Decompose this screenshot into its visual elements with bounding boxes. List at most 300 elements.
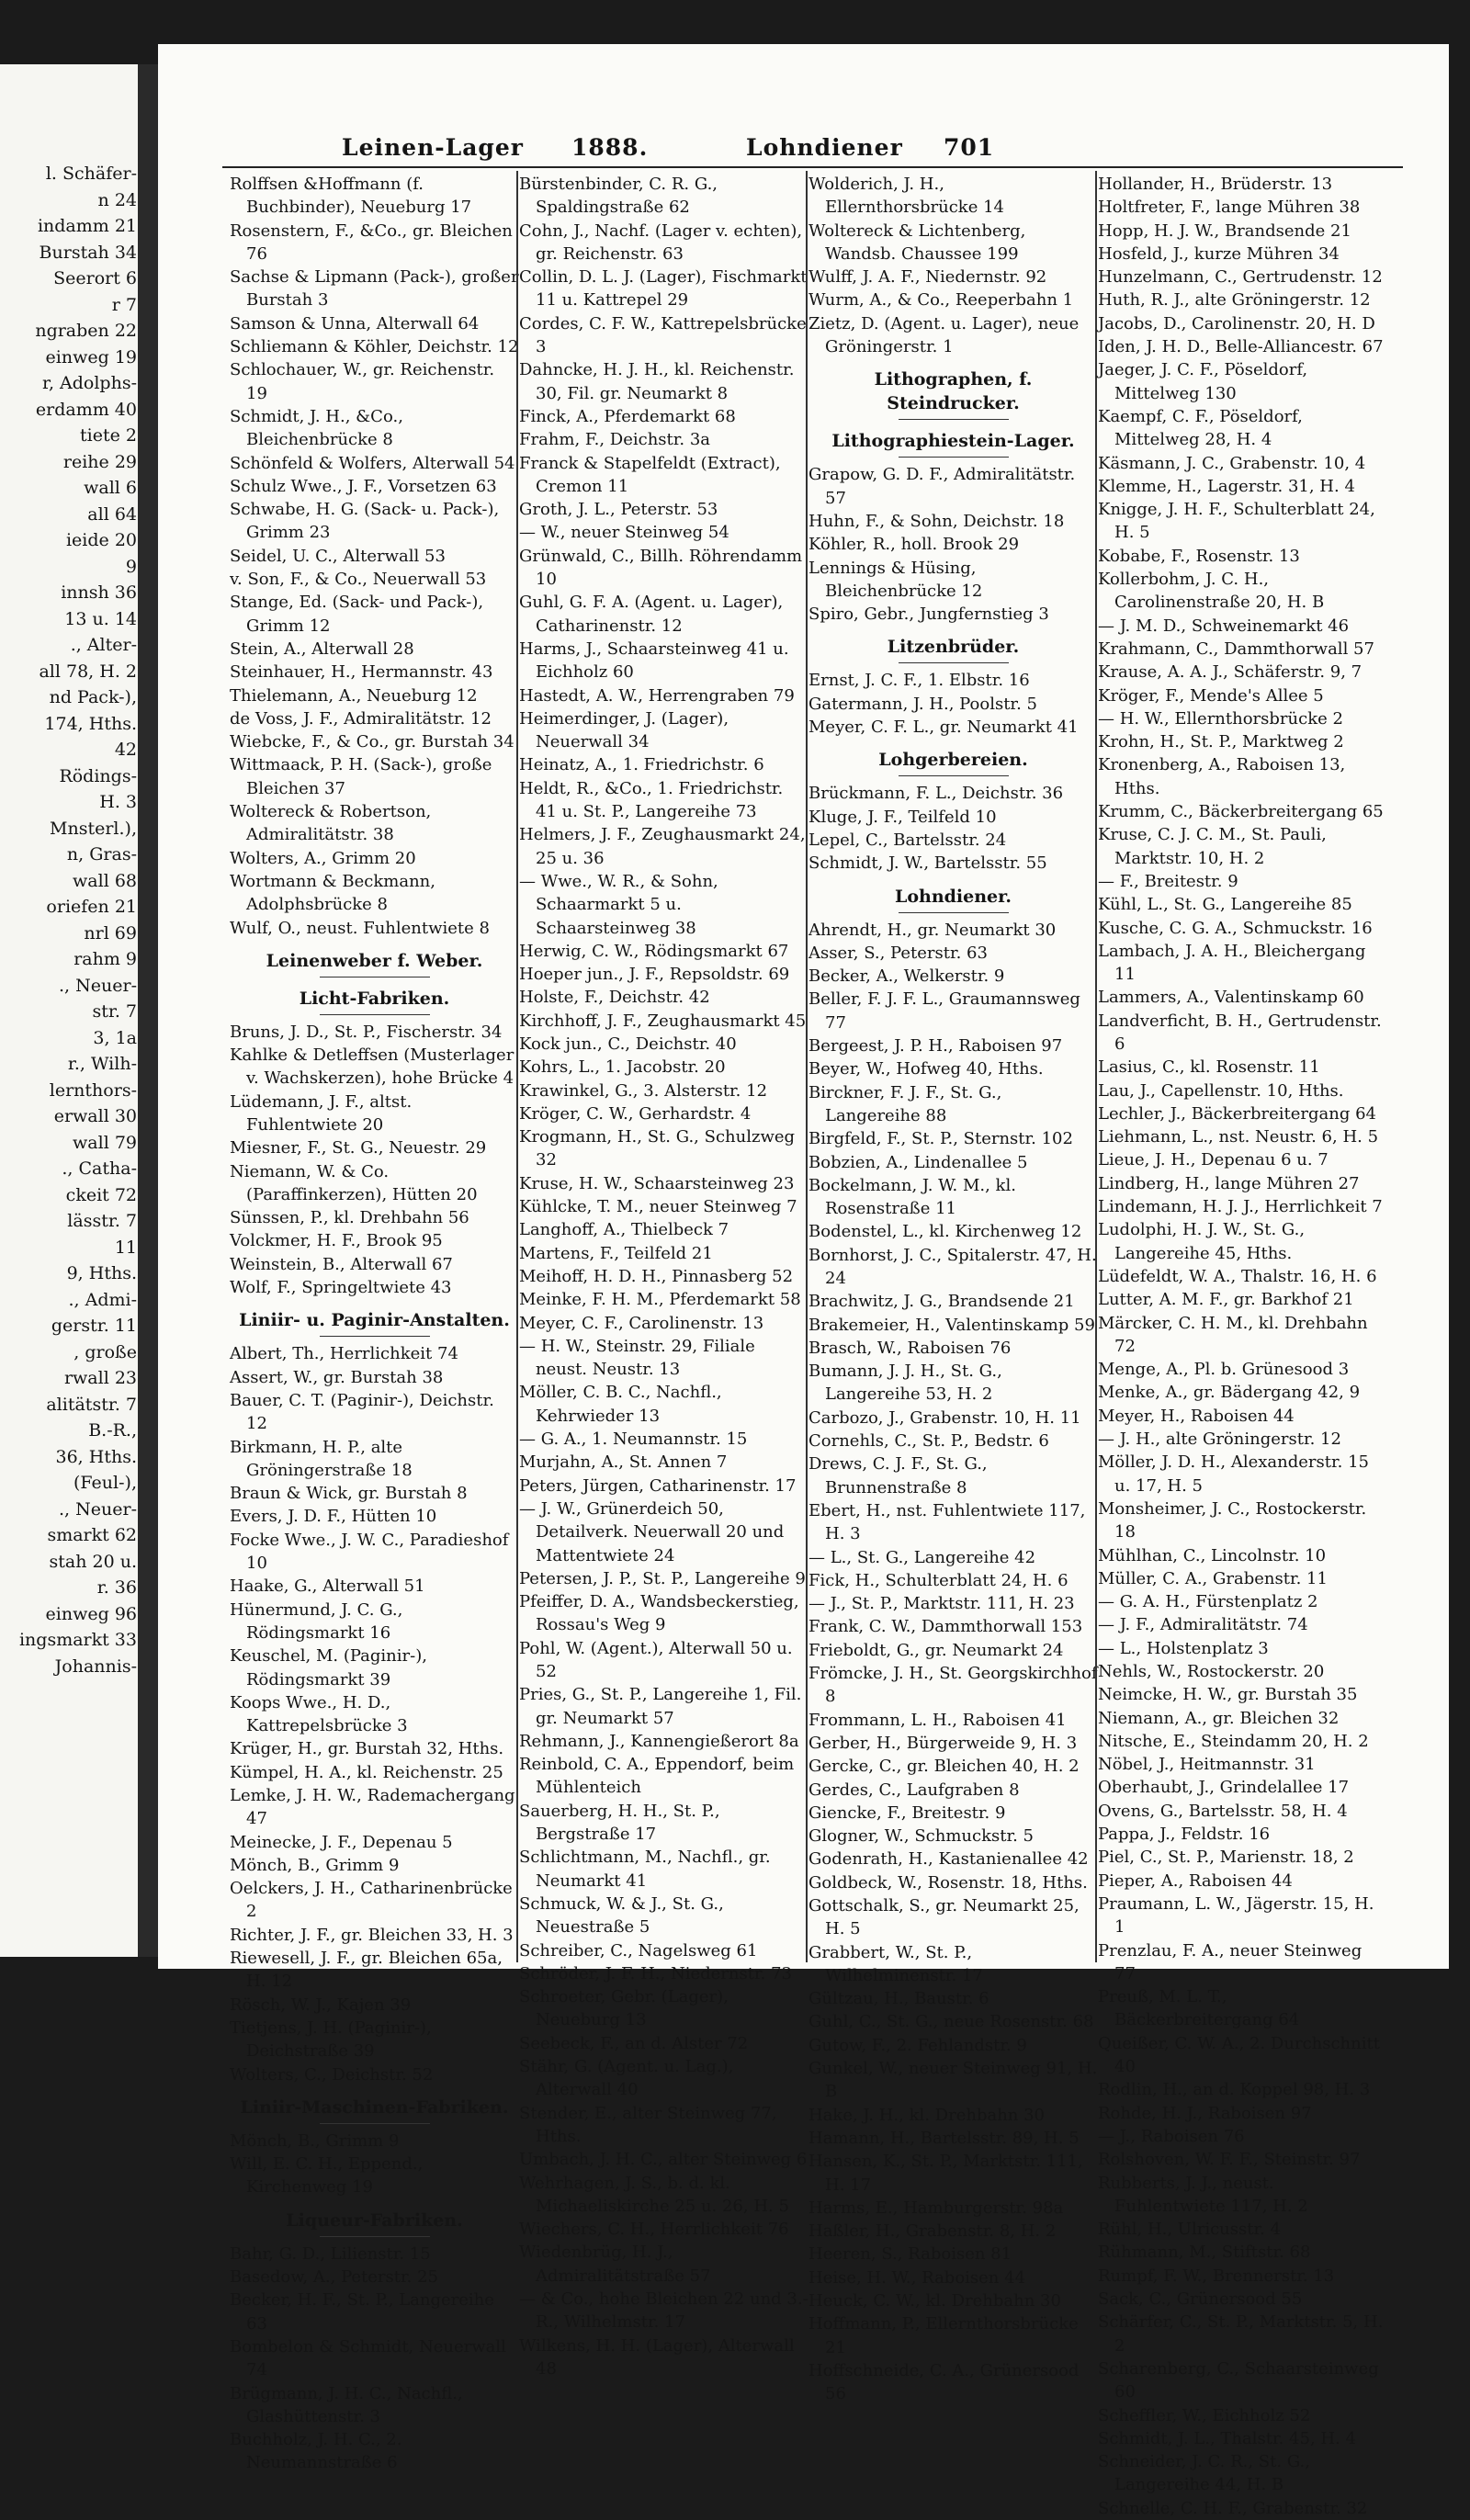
- facing-page-line: erdamm 40: [35, 399, 137, 420]
- directory-entry: Brügmann, J. H. C., Nachfl., Glashüttenstr. 3: [230, 2383, 463, 2426]
- directory-entry: Guhl, C., St. G., neue Rosenstr. 68: [808, 2012, 1094, 2032]
- directory-entry: Heuck, C. W., kl. Drehbahn 30: [808, 2291, 1061, 2311]
- directory-entry: Bodenstel, L., kl. Kirchenweg 12: [808, 1222, 1082, 1242]
- directory-entry: Meyer, C. F. L., gr. Neumarkt 41: [808, 718, 1079, 738]
- directory-entry: — G. A., 1. Neumannstr. 15: [519, 1430, 748, 1450]
- section-rule: [899, 775, 1009, 776]
- directory-entry: Grapow, G. D. F., Admiralitätstr. 57: [808, 465, 1076, 508]
- directory-entry: Schmuck, W. & J., St. G., Neuestraße 5: [519, 1893, 724, 1938]
- column-2: [519, 173, 808, 2380]
- directory-entry: Brachwitz, J. G., Brandsende 21: [808, 1292, 1075, 1312]
- directory-entry: Hoffschneide, C. A., Grünersood 56: [808, 2360, 1080, 2404]
- section-heading: Lithographen, f. Steindrucker.: [808, 367, 1098, 420]
- directory-entry: — L., St. G., Langereihe 42: [808, 1547, 1036, 1567]
- directory-entry: Bornhorst, J. C., Spitalerstr. 47, H. 24: [808, 1245, 1097, 1288]
- directory-entry: Collin, D. L. J. (Lager), Fischmarkt 11 u. Kattrepel 29: [519, 267, 808, 311]
- directory-entry: Riewesell, J. F., gr. Bleichen 65a, H. 12: [230, 1949, 503, 1992]
- directory-entry: Bumann, J. J. H., St. G., Langereihe 53, H. 2: [808, 1362, 1002, 1405]
- directory-entry: Lambach, J. A. H., Bleichergang 11: [1098, 941, 1366, 985]
- directory-entry: Basedow, A., Peterstr. 25: [230, 2267, 438, 2288]
- facing-page-line: wall 6: [84, 478, 137, 498]
- directory-entry: Becker, H. F., St. P., Langereihe 63: [230, 2290, 494, 2334]
- directory-entry: Schreiber, C., Nagelsweg 61: [519, 1940, 758, 1961]
- facing-page-line: lässtr. 7: [67, 1211, 137, 1231]
- directory-entry: Hoeper jun., J. F., Repsoldstr. 69: [519, 965, 790, 985]
- facing-page-line: ckeit 72: [65, 1184, 137, 1205]
- directory-entry: Cordes, C. F. W., Kattrepelsbrücke 3: [519, 313, 807, 357]
- directory-entry: Scharenberg, C., Schaarsteinweg 60: [1098, 2358, 1379, 2402]
- directory-entry: Evers, J. D. F., Hütten 10: [230, 1507, 437, 1527]
- book-gutter: [138, 64, 158, 1957]
- directory-entry: Kollerbohm, J. C. H., Carolinenstraße 20, H. B: [1098, 570, 1325, 613]
- directory-entry: Schmidt, J. L., Thalstr. 45, H. 4: [1098, 2428, 1356, 2448]
- facing-page-line: r 7: [111, 294, 137, 315]
- header-left-keyword: Leinen-Lager: [342, 134, 524, 161]
- directory-entry: Woltereck & Robertson, Admiralitätstr. 38: [230, 802, 432, 845]
- facing-page-line: rwall 23: [63, 1368, 137, 1388]
- directory-entry: Lepel, C., Bartelsstr. 24: [808, 830, 1007, 850]
- directory-entry: Meinecke, J. F., Depenau 5: [230, 1832, 453, 1852]
- directory-entry: Frahm, F., Deichstr. 3a: [519, 430, 711, 450]
- facing-page-line: Burstah 34: [39, 242, 137, 263]
- directory-entry: Becker, A., Welkerstr. 9: [808, 966, 1005, 987]
- directory-entry: Schönfeld & Wolfers, Alterwall 54: [230, 453, 515, 473]
- section-heading: Lithographiestein-Lager.: [808, 429, 1098, 458]
- directory-entry: Lüdefeldt, W. A., Thalstr. 16, H. 6: [1098, 1266, 1377, 1286]
- directory-entry: Lieue, J. H., Depenau 6 u. 7: [1098, 1150, 1329, 1170]
- directory-entry: Piel, C., St. P., Marienstr. 18, 2: [1098, 1848, 1354, 1868]
- directory-entry: Schroeter, Gebr. (Lager), Neueburg 13: [519, 1987, 729, 2030]
- directory-entry: Birkmann, H. P., alte Gröningerstraße 18: [230, 1437, 413, 1480]
- directory-entry: Haßler, H., Grabenstr. 8, H. 2: [808, 2221, 1057, 2242]
- directory-entry: Hunzelmann, C., Gertrudenstr. 12: [1098, 267, 1383, 288]
- directory-entry: Frank, C. W., Dammthorwall 153: [808, 1617, 1083, 1637]
- facing-page-line: innsh 36: [61, 582, 137, 603]
- directory-entry: Heeren, S., Raboisen 81: [808, 2244, 1012, 2265]
- directory-entry: Rumpf, F. W., Brennerstr. 13: [1098, 2266, 1335, 2286]
- directory-entry: Niemann, W. & Co. (Paraffinkerzen), Hütten 20: [230, 1161, 478, 1204]
- directory-entry: — H. W., Ellernthorsbrücke 2: [1098, 708, 1343, 729]
- directory-entry: Heise, H. W., Raboisen 44: [808, 2267, 1026, 2288]
- facing-page-line: ieide 20: [65, 530, 137, 550]
- directory-entry: Gerdes, C., Laufgraben 8: [808, 1780, 1020, 1800]
- directory-entry: Bruns, J. D., St. P., Fischerstr. 34: [230, 1022, 503, 1042]
- directory-entry: Holtfreter, F., lange Mühren 38: [1098, 198, 1361, 218]
- directory-entry: Kröger, C. W., Gerhardstr. 4: [519, 1103, 752, 1124]
- directory-entry: Stähr, G. (Agent. u. Lag.), Alterwall 40: [519, 2057, 734, 2100]
- directory-entry: Wilkens, H. H. (Lager), Alterwall 48: [519, 2335, 795, 2379]
- directory-entry: Groth, J. L., Peterstr. 53: [519, 500, 718, 520]
- directory-entry: Krogmann, H., St. G., Schulzweg 32: [519, 1127, 796, 1170]
- directory-entry: Brasch, W., Raboisen 76: [808, 1338, 1012, 1358]
- facing-page-line: wall 79: [73, 1132, 137, 1153]
- directory-entry: Rolshoven, W. F. F., Steinstr. 97: [1098, 2150, 1361, 2170]
- directory-entry: Hastedt, A. W., Herrengraben 79: [519, 685, 795, 706]
- directory-entry: Murjahn, A., St. Annen 7: [519, 1452, 728, 1473]
- facing-page-line: ., Alter-: [70, 635, 137, 655]
- directory-entry: Frommann, L. H., Raboisen 41: [808, 1710, 1067, 1730]
- column-3: [808, 173, 1098, 2406]
- directory-entry: Frömcke, J. H., St. Georgskirchhof 8: [808, 1664, 1098, 1707]
- directory-entry: Guhl, G. F. A. (Agent. u. Lager), Catharinenstr. 12: [519, 593, 784, 636]
- directory-entry: Oelckers, J. H., Catharinenbrücke 2: [230, 1879, 513, 1922]
- directory-entry: Peters, Jürgen, Catharinenstr. 17: [519, 1475, 797, 1496]
- directory-entry: Krüger, H., gr. Burstah 32, Hths.: [230, 1739, 504, 1759]
- directory-entry: Kühlcke, T. M., neuer Steinweg 7: [519, 1197, 797, 1217]
- directory-entry: Braun & Wick, gr. Burstah 8: [230, 1484, 468, 1504]
- directory-entry: Nehls, W., Rostockerstr. 20: [1098, 1662, 1325, 1681]
- directory-entry: Käsmann, J. C., Grabenstr. 10, 4: [1098, 453, 1366, 473]
- directory-entry: Grabbert, W., St. P., Wilhelminenstr. 17: [808, 1942, 983, 1985]
- directory-entry: Keuschel, M. (Paginir-), Rödingsmarkt 39: [230, 1646, 427, 1689]
- directory-entry: Bauer, C. T. (Paginir-), Deichstr. 12: [230, 1390, 494, 1434]
- directory-entry: Pappa, J., Feldstr. 16: [1098, 1825, 1271, 1845]
- directory-entry: Rehmann, J., Kannengießerort 8a: [519, 1731, 799, 1751]
- directory-entry: Birgfeld, F., St. P., Sternstr. 102: [808, 1129, 1073, 1149]
- facing-page-line: einweg 19: [45, 346, 137, 367]
- directory-entry: Rühl, H., Ulricusstr. 4: [1098, 2220, 1281, 2240]
- directory-entry: Queißer, C. W. A., 2. Durchschnitt 40: [1098, 2033, 1380, 2077]
- directory-entry: Rohde, H. J., Raboisen 97: [1098, 2103, 1312, 2123]
- facing-page-line: 11: [114, 1237, 137, 1258]
- directory-entry: Richter, J. F., gr. Bleichen 33, H. 3: [230, 1925, 514, 1945]
- directory-entry: Stein, A., Alterwall 28: [230, 638, 414, 659]
- directory-entry: Pries, G., St. P., Langereihe 1, Fil. gr. Neumarkt 57: [519, 1685, 802, 1728]
- directory-entry: Ahrendt, H., gr. Neumarkt 30: [808, 920, 1057, 940]
- directory-entry: Preuß, M. L. T., Bäckerbreitergang 64: [1098, 1987, 1300, 2030]
- directory-entry: Beyer, W., Hofweg 40, Hths.: [808, 1059, 1044, 1079]
- directory-entry: Schnelle, C. H. F., Grabenstr. 32: [1098, 2498, 1368, 2518]
- directory-entry: Sünssen, P., kl. Drehbahn 56: [230, 1208, 469, 1228]
- directory-entry: Seebeck, F., an d. Alster 72: [519, 2033, 749, 2053]
- directory-entry: Petersen, J. P., St. P., Langereihe 9: [519, 1568, 806, 1588]
- directory-entry: — J. M. D., Schweinemarkt 46: [1098, 616, 1350, 636]
- directory-entry: — L., Holstenplatz 3: [1098, 1638, 1269, 1658]
- directory-entry: Helmers, J. F., Zeughausmarkt 24, 25 u. 36: [519, 825, 806, 868]
- directory-entry: Köhler, R., holl. Brook 29: [808, 535, 1020, 555]
- directory-entry: Glogner, W., Schmuckstr. 5: [808, 1826, 1034, 1847]
- directory-entry: Ebert, H., nst. Fuhlentwiete 117, H. 3: [808, 1500, 1086, 1544]
- facing-page-line: r., Wilh-: [67, 1054, 137, 1074]
- facing-page-line: alitätstr. 7: [46, 1394, 137, 1415]
- facing-page-line: wall 68: [73, 870, 137, 891]
- facing-page-line: lernthors-: [49, 1079, 137, 1101]
- directory-entry: Meihoff, H. D. H., Pinnasberg 52: [519, 1266, 794, 1286]
- facing-page-line: Johannis-: [54, 1656, 137, 1677]
- directory-entry: Buchholz, J. H. C., 2. Neumannstraße 6: [230, 2430, 402, 2473]
- directory-entry: Birckner, F. J. F., St. G., Langereihe 88: [808, 1082, 1002, 1125]
- directory-entry: Pohl, W. (Agent.), Alterwall 50 u. 52: [519, 1638, 793, 1681]
- directory-entry: Huth, R. J., alte Gröningerstr. 12: [1098, 290, 1371, 311]
- facing-page-line: n 24: [97, 189, 137, 210]
- facing-page-line: 36, Hths.: [55, 1446, 137, 1467]
- directory-entry: Thielemann, A., Neueburg 12: [230, 685, 478, 706]
- directory-entry: Wolf, F., Springeltwiete 43: [230, 1278, 452, 1298]
- directory-entry: Stange, Ed. (Sack- und Pack-), Grimm 12: [230, 593, 484, 636]
- facing-page-column: [0, 161, 142, 1679]
- directory-entry: Müller, C. A., Grabenstr. 11: [1098, 1568, 1328, 1588]
- directory-entry: Nitsche, E., Steindamm 20, H. 2: [1098, 1731, 1369, 1751]
- directory-entry: Hamann, H., Bartelsstr. 89, H. 5: [808, 2128, 1080, 2148]
- facing-page-line: ngraben 22: [35, 321, 137, 341]
- directory-entry: Grünwald, C., Billh. Röhrendamm 10: [519, 546, 803, 590]
- directory-entry: Holste, F., Deichstr. 42: [519, 988, 710, 1008]
- header-right-keyword: Lohndiener: [746, 134, 903, 161]
- facing-page-line: stah 20 u.: [49, 1551, 137, 1572]
- directory-entry: Lemke, J. H. W., Rademachergang 47: [230, 1786, 515, 1829]
- directory-entry: Koops Wwe., H. D., Kattrepelsbrücke 3: [230, 1692, 408, 1736]
- directory-entry: Kahlke & Detleffsen (Musterlager v. Wachskerzen), hohe Brücke 4: [230, 1045, 514, 1089]
- directory-entry: Bergeest, J. P. H., Raboisen 97: [808, 1036, 1063, 1057]
- directory-entry: Rosenstern, F., &Co., gr. Bleichen 76: [230, 220, 513, 264]
- directory-entry: Krahmann, C., Dammthorwall 57: [1098, 638, 1374, 659]
- facing-page-line: ., Neuer-: [59, 1498, 137, 1520]
- directory-entry: Oberhaubt, J., Grindelallee 17: [1098, 1778, 1350, 1798]
- directory-entry: Umbach, J. H. C., alter Steinweg 6: [519, 2150, 808, 2170]
- directory-entry: — F., Breitestr. 9: [1098, 871, 1238, 891]
- directory-entry: Rubberts, J. J., neust. Fuhlentwiete 117, H. 2: [1098, 2173, 1308, 2216]
- directory-entry: Woltereck & Lichtenberg, Wandsb. Chaussee 199: [808, 220, 1026, 264]
- facing-page-line: ingsmarkt 33: [18, 1630, 137, 1650]
- directory-entry: Martens, F., Teilfeld 21: [519, 1243, 713, 1263]
- directory-entry: Hünermund, J. C. G., Rödingsmarkt 16: [230, 1599, 403, 1643]
- directory-entry: Zietz, D. (Agent. u. Lager), neue Gröningerstr. 1: [808, 313, 1080, 357]
- directory-entry: Lindberg, H., lange Mühren 27: [1098, 1173, 1360, 1193]
- directory-entry: Lechler, J., Bäckerbreitergang 64: [1098, 1103, 1376, 1124]
- directory-entry: Bürstenbinder, C. R. G., Spaldingstraße 62: [519, 175, 718, 218]
- directory-entry: Brakemeier, H., Valentinskamp 59: [808, 1315, 1095, 1335]
- facing-page-line: gerstr. 11: [51, 1316, 137, 1336]
- directory-entry: Sack, C., Grünersood 55: [1098, 2289, 1303, 2310]
- directory-entry: Krohn, H., St. P., Marktweg 2: [1098, 732, 1344, 752]
- section-heading: Litzenbrüder.: [808, 635, 1098, 663]
- directory-entry: Jacobs, D., Carolinenstr. 20, H. D: [1098, 313, 1375, 333]
- section-rule: [899, 457, 1009, 458]
- directory-entry: — G. A. H., Fürstenplatz 2: [1098, 1592, 1318, 1612]
- section-rule: [320, 1014, 430, 1015]
- facing-page-line: nrl 69: [84, 922, 137, 944]
- facing-page-line: einweg 96: [45, 1603, 137, 1624]
- directory-entry: Iden, J. H. D., Belle-Alliancestr. 67: [1098, 337, 1384, 357]
- facing-page-line: indamm 21: [37, 216, 137, 236]
- directory-entry: Heinatz, A., 1. Friedrichstr. 6: [519, 755, 764, 775]
- directory-entry: Spiro, Gebr., Jungfernstieg 3: [808, 605, 1049, 625]
- directory-entry: Wulff, J. A. F., Niedernstr. 92: [808, 267, 1047, 288]
- header-year: 1888.: [571, 134, 649, 161]
- directory-entry: Asser, S., Peterstr. 63: [808, 943, 988, 963]
- directory-entry: Menke, A., gr. Bädergang 42, 9: [1098, 1383, 1361, 1403]
- directory-entry: — J. F., Admiralitätstr. 74: [1098, 1615, 1308, 1635]
- directory-entry: Gutow, F., 2. Fehlandstr. 9: [808, 2035, 1027, 2055]
- directory-entry: Kühl, L., St. G., Langereihe 85: [1098, 895, 1352, 915]
- directory-entry: Huhn, F., & Sohn, Deichstr. 18: [808, 511, 1065, 531]
- facing-page-line: Rödings-: [59, 765, 137, 786]
- facing-page-line: nd Pack-),: [49, 687, 137, 707]
- directory-entry: Hoffmann, P., Ellernthorsbrücke 21: [808, 2314, 1079, 2357]
- facing-page-line: reihe 29: [62, 451, 137, 472]
- directory-entry: Nöbel, J., Heitmannstr. 31: [1098, 1755, 1316, 1775]
- directory-entry: Hosfeld, J., kurze Mühren 34: [1098, 243, 1340, 264]
- directory-entry: Wolters, C., Deichstr. 52: [230, 2064, 434, 2085]
- section-rule: [320, 2123, 430, 2124]
- directory-entry: Wiebcke, F., & Co., gr. Burstah 34: [230, 732, 514, 752]
- directory-entry: Dahncke, H. J. H., kl. Reichenstr. 30, Fil. gr. Neumarkt 8: [519, 360, 795, 403]
- facing-page-line: erwall 30: [53, 1106, 137, 1126]
- directory-entry: Kruse, H. W., Schaarsteinweg 23: [519, 1173, 795, 1193]
- running-header: [158, 134, 1449, 171]
- facing-page-line: l. Schäfer-: [45, 164, 137, 184]
- directory-entry: Brückmann, F. L., Deichstr. 36: [808, 784, 1064, 804]
- facing-page-line: str. 7: [92, 1001, 137, 1022]
- directory-entry: Stender, E., alter Steinweg 77, Hths.: [519, 2103, 777, 2146]
- header-rule: [222, 166, 1403, 168]
- directory-entry: Krause, A. A. J., Schäferstr. 9, 7: [1098, 662, 1363, 683]
- directory-entry: Krawinkel, G., 3. Alsterstr. 12: [519, 1080, 768, 1101]
- directory-entry: Meyer, H., Raboisen 44: [1098, 1406, 1295, 1426]
- column-4: [1098, 173, 1387, 2520]
- directory-entry: Lindemann, H. J. J., Herrlichkeit 7: [1098, 1197, 1383, 1217]
- directory-entry: Meyer, C. F., Carolinenstr. 13: [519, 1313, 764, 1333]
- directory-entry: Wulf, O., neust. Fuhlentwiete 8: [230, 918, 490, 938]
- directory-entry: Wiechers, C. H., Herrlichkeit 76: [519, 2220, 789, 2240]
- directory-entry: Ludolphi, H. J. W., St. G., Langereihe 45, Hths.: [1098, 1220, 1306, 1263]
- directory-entry: Schärfer, C., St. P., Marktstr. 5, H. 2: [1098, 2312, 1384, 2356]
- facing-page-line: ., Neuer-: [59, 975, 137, 996]
- directory-entry: Klemme, H., Lagerstr. 31, H. 4: [1098, 476, 1355, 496]
- directory-entry: Ovens, G., Bartelsstr. 58, H. 4: [1098, 1801, 1348, 1821]
- section-heading: Lohgerbereien.: [808, 748, 1098, 776]
- directory-entry: de Voss, J. F., Admiralitätstr. 12: [230, 708, 492, 729]
- directory-entry: — J. H., alte Gröningerstr. 12: [1098, 1430, 1341, 1450]
- facing-page-line: r. 36: [96, 1577, 137, 1598]
- directory-entry: Gültzau, H., Baustr. 6: [808, 1989, 989, 2009]
- facing-page-line: H. 3: [99, 792, 137, 812]
- directory-entry: Pfeiffer, D. A., Wandsbeckerstieg, Rossau's Weg 9: [519, 1592, 799, 1635]
- directory-entry: Menge, A., Pl. b. Grünesood 3: [1098, 1360, 1350, 1380]
- directory-entry: Lammers, A., Valentinskamp 60: [1098, 988, 1364, 1008]
- facing-page-line: 9, Hths.: [66, 1263, 137, 1283]
- directory-entry: Wurm, A., & Co., Reeperbahn 1: [808, 290, 1074, 311]
- directory-entry: Ernst, J. C. F., 1. Elbstr. 16: [808, 671, 1030, 691]
- directory-entry: Praumann, L. W., Jägerstr. 15, H. 1: [1098, 1893, 1374, 1938]
- facing-page-line: 42: [114, 740, 137, 760]
- directory-entry: Harms, J., Schaarsteinweg 41 u. Eichholz 60: [519, 638, 789, 683]
- directory-entry: Kohrs, L., 1. Jacobstr. 20: [519, 1057, 726, 1078]
- directory-entry: Monsheimer, J. C., Rostockerstr. 18: [1098, 1498, 1367, 1543]
- directory-entry: Gerber, H., Bürgerweide 9, H. 3: [808, 1733, 1078, 1753]
- directory-entry: Giencke, F., Breitestr. 9: [808, 1802, 1006, 1823]
- section-rule: [320, 2236, 430, 2237]
- directory-entry: Kruse, C. J. C. M., St. Pauli, Marktstr. 10, H. 2: [1098, 825, 1327, 868]
- directory-entry: Langhoff, A., Thielbeck 7: [519, 1220, 729, 1240]
- directory-entry: Gercke, C., gr. Bleichen 40, H. 2: [808, 1757, 1080, 1777]
- directory-entry: Carbozo, J., Grabenstr. 10, H. 11: [808, 1407, 1081, 1428]
- directory-entry: Kröger, F., Mende's Allee 5: [1098, 685, 1324, 706]
- facing-page-line: all 64: [87, 503, 137, 525]
- directory-entry: Möller, C. B. C., Nachfl., Kehrwieder 13: [519, 1383, 722, 1426]
- directory-entry: Liehmann, L., nst. Neustr. 6, H. 5: [1098, 1127, 1379, 1147]
- directory-entry: — Wwe., W. R., & Sohn, Schaarmarkt 5 u. Schaarsteinweg 38: [519, 871, 718, 938]
- directory-entry: Gottschalk, S., gr. Neumarkt 25, H. 5: [808, 1896, 1080, 1939]
- directory-entry: Beller, F. J. F. L., Graumannsweg 77: [808, 989, 1080, 1033]
- directory-entry: Kluge, J. F., Teilfeld 10: [808, 807, 997, 827]
- facing-page-line: smarkt 62: [47, 1525, 137, 1545]
- facing-page-line: Mnsterl.),: [50, 818, 137, 839]
- directory-entry: Gatermann, J. H., Poolstr. 5: [808, 694, 1037, 714]
- facing-page-line: rahm 9: [74, 949, 137, 969]
- facing-page-line: ., Admi-: [68, 1289, 137, 1310]
- column-divider: [806, 171, 808, 1962]
- section-heading: Leinenweber f. Weber.: [230, 949, 519, 977]
- section-rule: [899, 912, 1009, 913]
- directory-entry: — & Co., hohe Bleichen 22 und 3.-R., Wilhelmstr. 17: [519, 2289, 808, 2333]
- facing-page-line: (Feul-),: [74, 1473, 137, 1493]
- directory-entry: Volckmer, H. F., Brook 95: [230, 1231, 443, 1251]
- directory-entry: Focke Wwe., J. W. C., Paradieshof 10: [230, 1530, 509, 1574]
- directory-entry: Haake, G., Alterwall 51: [230, 1576, 425, 1597]
- directory-entry: — J., Raboisen 76: [1098, 2126, 1245, 2146]
- directory-entry: Mönch, B., Grimm 9: [230, 1855, 400, 1875]
- directory-entry: Mönch, B., Grimm 9: [230, 2130, 400, 2151]
- directory-entry: Bobzien, A., Lindenallee 5: [808, 1152, 1028, 1172]
- directory-entry: Rösch, W. J., Kajen 39: [230, 1995, 412, 2015]
- directory-entry: Märcker, C. H. M., kl. Drehbahn 72: [1098, 1313, 1368, 1356]
- directory-entry: Hansen, K., St. P., Marktstr. 111, H. 17: [808, 2152, 1083, 2195]
- column-1: [230, 173, 519, 2475]
- directory-entry: Herwig, C. W., Rödingsmarkt 67: [519, 941, 789, 961]
- directory-entry: Harms, E., Hamburgerstr. 98a: [808, 2198, 1064, 2218]
- directory-entry: Schlochauer, W., gr. Reichenstr. 19: [230, 360, 495, 403]
- directory-entry: Schneider, J. C. R., St. G., Langereihe 44, H. B: [1098, 2452, 1310, 2495]
- directory-entry: Heimerdinger, J. (Lager), Neuerwall 34: [519, 708, 729, 752]
- directory-entry: Hopp, H. J. W., Brandsende 21: [1098, 220, 1351, 241]
- section-heading: Liniir- u. Paginir-Anstalten.: [230, 1308, 519, 1337]
- directory-entry: Steinhauer, H., Hermannstr. 43: [230, 662, 493, 683]
- directory-entry: — J., St. P., Marktstr. 111, H. 23: [808, 1594, 1075, 1614]
- directory-entry: Schliemann & Köhler, Deichstr. 12: [230, 337, 519, 357]
- facing-page-line: all 78, H. 2: [39, 661, 137, 682]
- directory-entry: Weinstein, B., Alterwall 67: [230, 1254, 453, 1274]
- directory-entry: Seidel, U. C., Alterwall 53: [230, 546, 446, 566]
- directory-page: [158, 44, 1449, 2518]
- directory-entry: Frieboldt, G., gr. Neumarkt 24: [808, 1640, 1064, 1660]
- facing-page-line: 13 u. 14: [64, 608, 137, 629]
- directory-entry: Wiedenbrüg, H. J., Admiralitätstraße 57: [519, 2243, 711, 2286]
- directory-entry: Hake, J. H., kl. Drehbahn 30: [808, 2105, 1046, 2125]
- directory-entry: Rühmann, M., Stiftstr. 68: [1098, 2243, 1311, 2263]
- section-rule: [320, 1336, 430, 1337]
- directory-entry: Schlichtmann, M., Nachfl., gr. Neumarkt 41: [519, 1848, 771, 1891]
- facing-page-line: tiete 2: [80, 425, 137, 446]
- directory-entry: Miesner, F., St. G., Neuestr. 29: [230, 1138, 487, 1158]
- section-heading: Lohndiener.: [808, 885, 1098, 913]
- directory-entry: Krumm, C., Bäckerbreitergang 65: [1098, 802, 1384, 822]
- directory-entry: Lau, J., Capellenstr. 10, Hths.: [1098, 1080, 1344, 1101]
- column-divider: [516, 171, 518, 1962]
- directory-entry: — J. W., Grünerdeich 50, Detailverk. Neuerwall 20 und Mattentwiete 24: [519, 1498, 785, 1565]
- directory-entry: Lutter, A. M. F., gr. Barkhof 21: [1098, 1290, 1354, 1310]
- directory-entry: Cornehls, C., St. P., Bedstr. 6: [808, 1431, 1049, 1452]
- directory-entry: Godenrath, H., Kastanienallee 42: [808, 1849, 1089, 1870]
- section-rule: [899, 662, 1009, 663]
- directory-entry: Wehrhagen, J. S., b. d. kl. Michaeliskirche 25 u. 26, H. 5: [519, 2173, 789, 2216]
- directory-entry: Kock jun., C., Deichstr. 40: [519, 1034, 737, 1054]
- directory-entry: Goldbeck, W., Rosenstr. 18, Hths.: [808, 1872, 1088, 1893]
- directory-entry: Cohn, J., Nachf. (Lager v. echten), gr. Reichenstr. 63: [519, 220, 803, 264]
- directory-entry: v. Son, F., & Co., Neuerwall 53: [230, 570, 487, 590]
- directory-entry: Pieper, A., Raboisen 44: [1098, 1870, 1293, 1891]
- directory-entry: Schröder, J. F. H., Niedernstr. 73: [519, 1963, 792, 1983]
